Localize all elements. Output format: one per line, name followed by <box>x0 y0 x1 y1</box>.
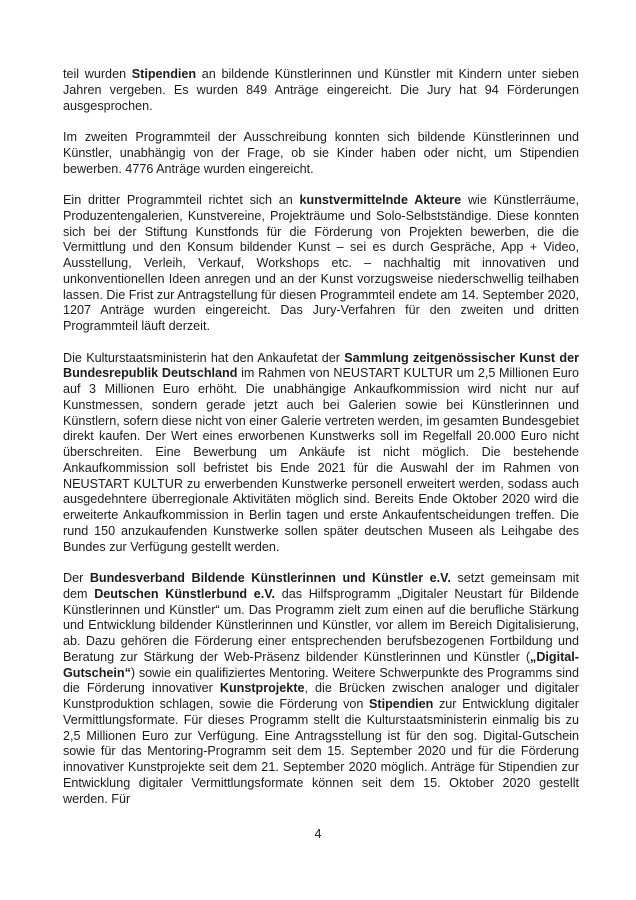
page-number: 4 <box>314 827 322 841</box>
bold-text-run: Kunstprojekte <box>219 681 305 696</box>
paragraph <box>63 193 579 335</box>
paragraph <box>63 351 579 556</box>
text-run: Im zweiten Programmteil der Ausschreibung konnten sich bildende Künstlerinnen und Künstler, unabhängig von der Frage, ob sie Kinder haben oder nicht, um Stipendien bewerben. 4776 Anträge wurden eingereicht. <box>63 130 579 176</box>
document-body <box>63 67 579 823</box>
text-run: im Rahmen von NEUSTART KULTUR um 2,5 Millionen Euro auf 3 Millionen Euro erhöht. Die unabhängige Ankaufkommission wird nicht nur auf Kunstmessen, sondern gerade jetzt auch bei Galerien sowie bei Künstlerinnen und Künstlern, sofern diese nicht von einer Galerie vertreten werden, im gesamten Bundesgebiet direkt kaufen. Der Wert eines erworbenen Kunstwerks soll im Regelfall 20.000 Euro nicht überschreiten. Eine Bewerbung um Ankäufe ist nicht möglich. Die bestehende Ankaufkommission soll befristet bis Ende 2021 für die Auswahl der im Rahmen von NEUSTART KULTUR zu erwerbenden Kunstwerke personell erweitert werden, sodass auch ausgedehntere überregionale Aktivitäten möglich sind. Bereits Ende Oktober 2020 wird die erweiterte Ankaufkommission in Berlin tagen und erste Ankaufentscheidungen treffen. Die rund 150 anzukaufenden Kunstwerke sollen später deutschen Museen als Leihgabe des Bundes zur Verfügung gestellt werden. <box>63 366 579 554</box>
bold-text-run: Deutschen Künstlerbund e.V. <box>94 586 276 601</box>
text-run: , die Brücken zwischen analoger und digitaler Kunstproduktion schlagen, sowie die Förderung von <box>63 681 579 711</box>
text-run: an bildende Künstlerinnen und Künstler mit Kindern unter sieben Jahren vergeben. Es wurden 849 Anträge eingereicht. Die Jury hat 94 Förderungen ausgesprochen. <box>63 67 580 113</box>
bold-text-run: „Digital-Gutschein“ <box>63 649 579 680</box>
bold-text-run: Sammlung zeitgenössischer Kunst der Bundesrepublik Deutschland <box>63 350 580 381</box>
bold-text-run: Stipendien <box>369 697 434 711</box>
bold-text-run: Bundesverband Bildende Künstlerinnen und Künstler e.V. <box>89 571 451 585</box>
paragraph <box>63 67 579 114</box>
paragraph <box>63 571 579 807</box>
text-run: ) sowie ein qualifiziertes Mentoring. Weitere Schwerpunkte des Programms sind die Förderung innovativer <box>63 665 579 696</box>
text-run: zur Entwicklung digitaler Vermittlungsformate. Für dieses Programm stellt die Kulturstaatsministerin einmalig bis zu 2,5 Millionen Euro zur Verfügung. Eine Antragsstellung ist für den sog. Digital-Gutschein sowie für das Mentoring-Programm seit dem 15. September 2020 und für die Förderung innovativer Kunstprojekte seit dem 21. September 2020 möglich. Anträge für Stipendien zur Entwicklung digitaler Vermittlungsformate können seit dem 15. Oktober 2020 gestellt werden. Für <box>63 697 579 806</box>
paragraph <box>63 130 579 177</box>
text-run: setzt gemeinsam mit dem <box>63 571 579 601</box>
bold-text-run: kunstvermittelnde Akteure <box>299 193 462 207</box>
text-run: Ein dritter Programmteil richtet sich an <box>63 193 300 207</box>
bold-text-run: Stipendien <box>131 67 197 81</box>
text-run: wie Künstlerräume, Produzentengalerien, Kunstvereine, Projekträume und Solo-Selbstständige. Diese konnten sich bei der Stiftung Kunstfonds für die Förderung von Projekten bewerben, die die Vermittlung und den Konsum bildender Kunst – sei es durch Gespräche, App + Video, Ausstellung, Verleih, Verkauf, Workshops etc. – nachhaltig mit innovativen und unkonventionellen Ideen anregen und an der Kunst vorzugsweise niederschwellig teilhaben lassen. Die Frist zur Antragstellung für diesen Programmteil endete am 14. September 2020, 1207 Anträge wurden eingereicht. Das Jury-Verfahren für den zweiten und dritten Programmteil läuft derzeit. <box>63 193 580 333</box>
text-run: das Hilfsprogramm „Digitaler Neustart für Bildende Künstlerinnen und Künstler“ um. Das Programm zielt zum einen auf die berufliche Stärkung und Entwicklung bildender Künstlerinnen und Künstler, vor allem im Bereich Digitalisierung, ab. Dazu gehören die Förderung einer entsprechenden berufsbezogenen Fortbildung und Beratung zur Stärkung der Web-Präsenz bildender Künstlerinnen und Künstler ( <box>63 586 580 664</box>
text-run: Der <box>63 571 90 585</box>
text-run: teil wurden <box>63 67 132 81</box>
text-run: Die Kulturstaatsministerin hat den Ankaufetat der <box>63 350 345 365</box>
